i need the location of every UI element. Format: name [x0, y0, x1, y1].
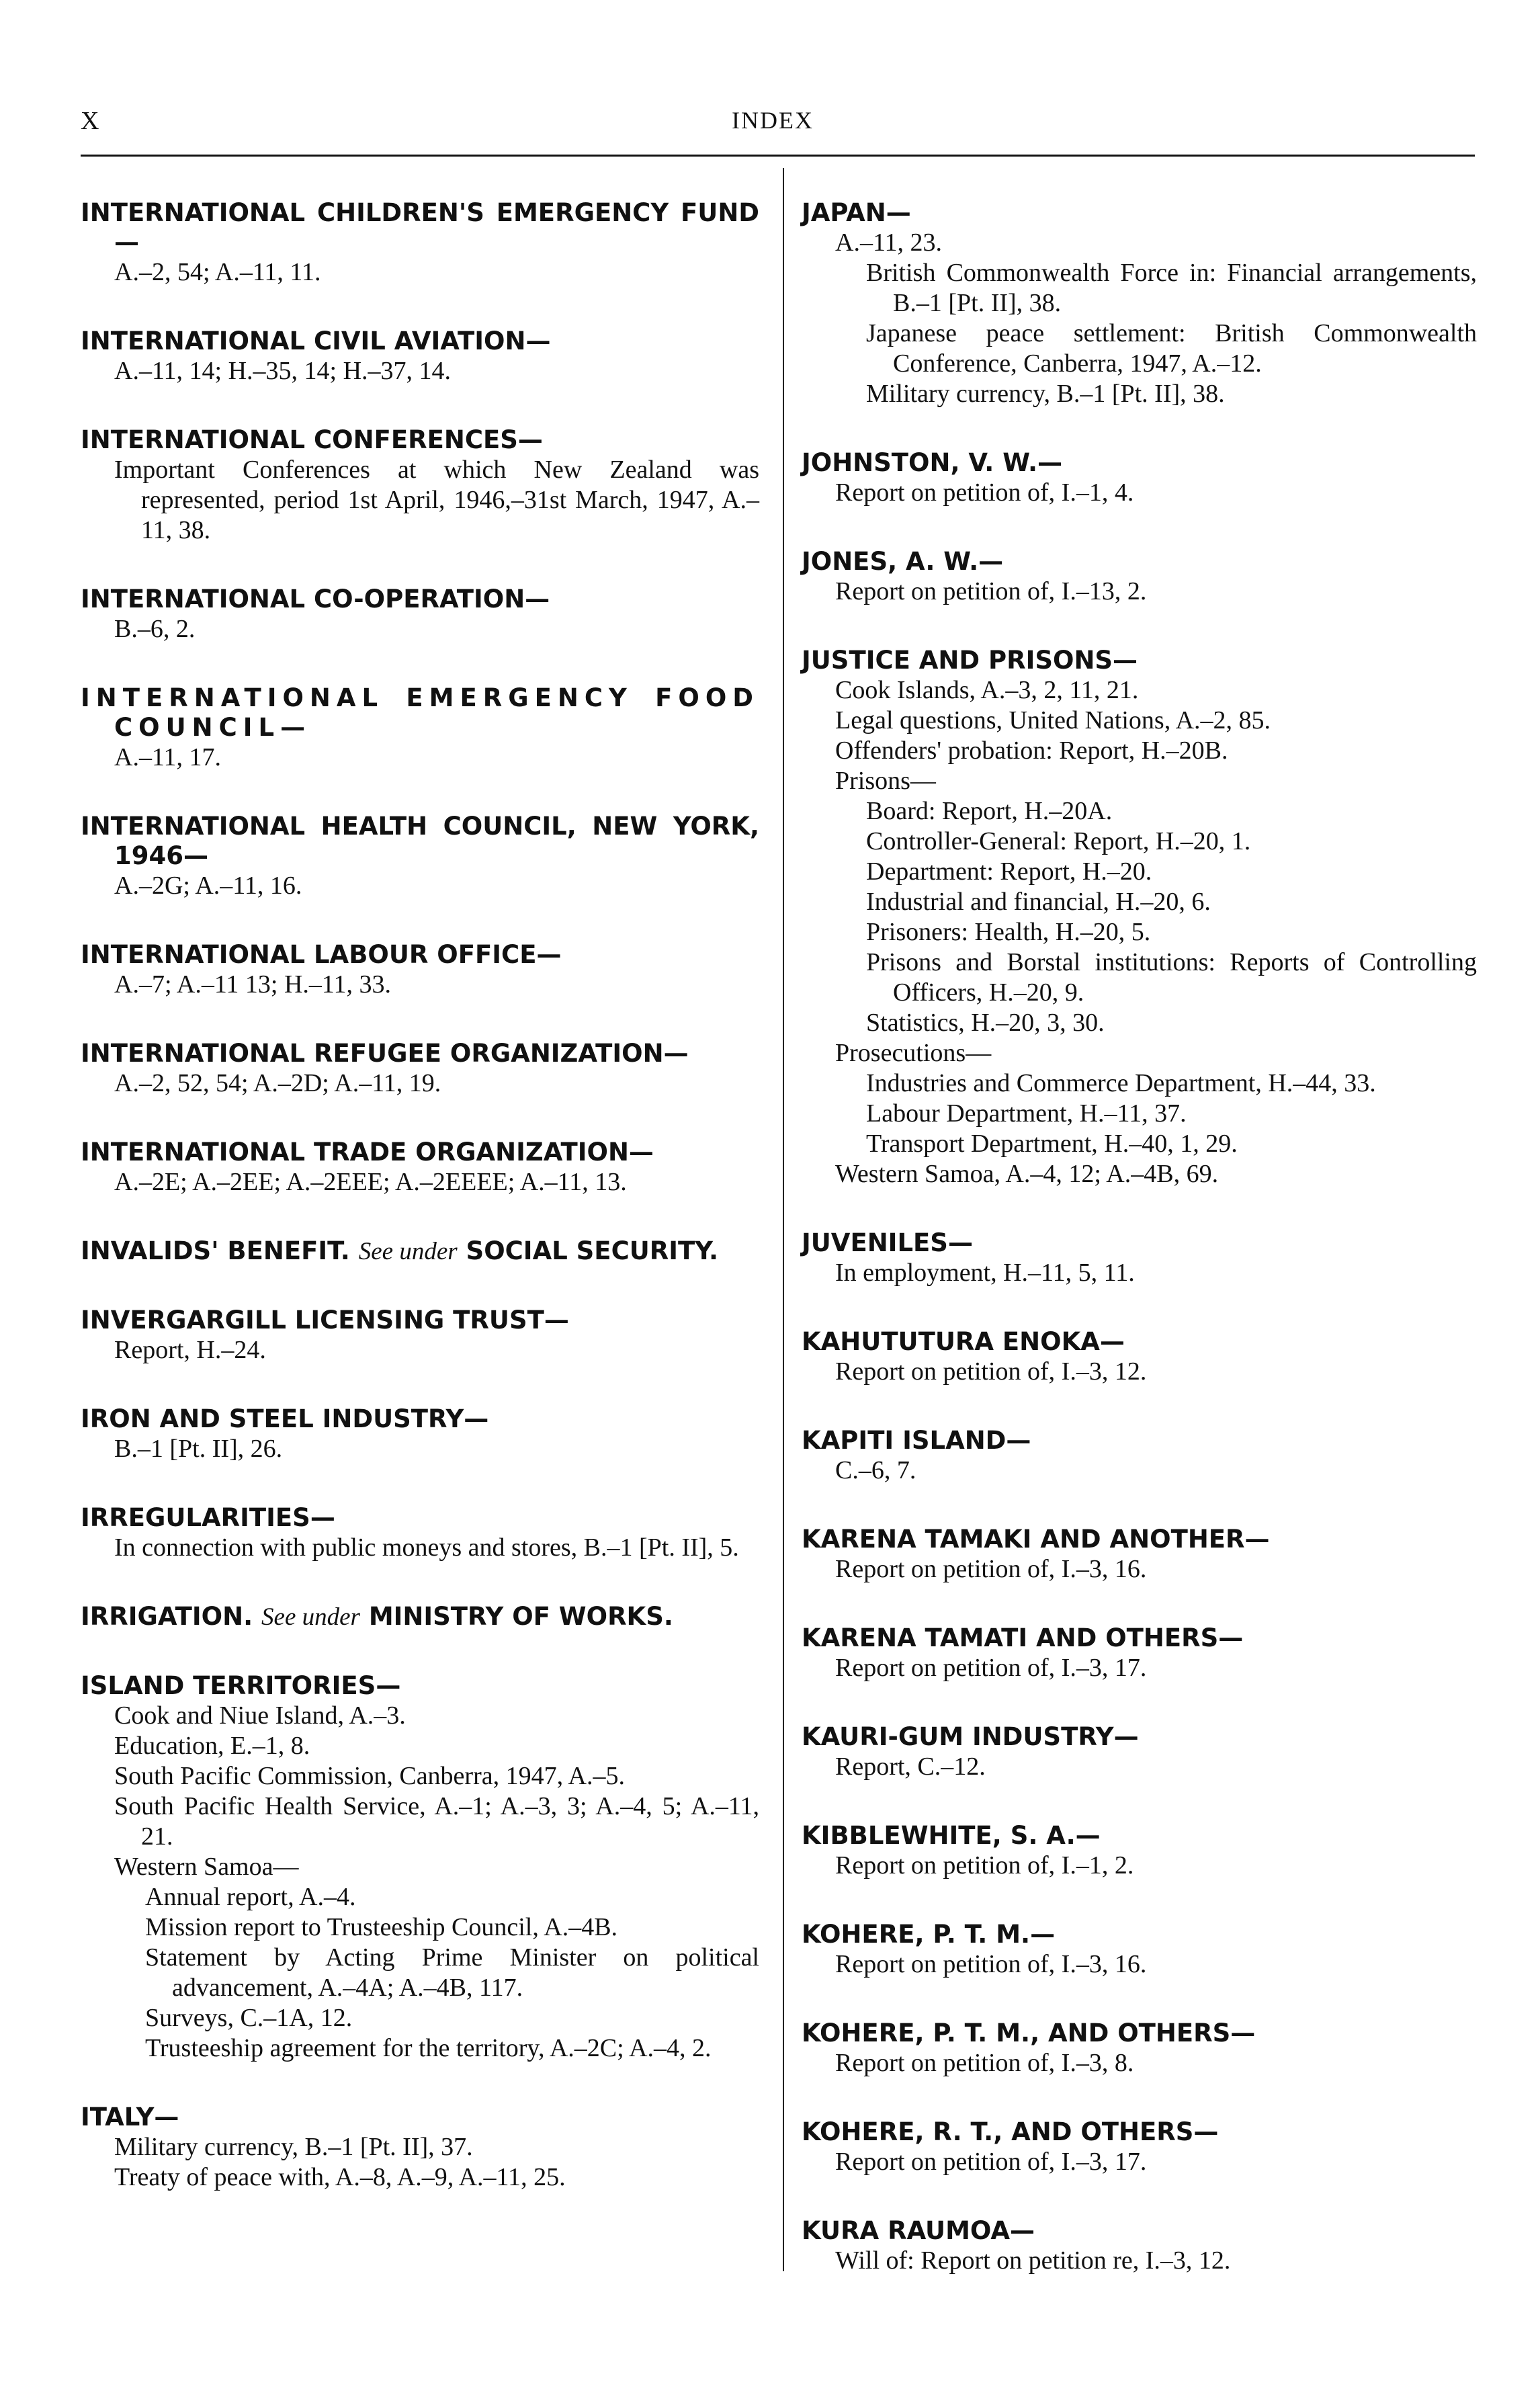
entry-heading: IRREGULARITIES— — [81, 1503, 335, 1532]
entry-line: Cook Islands, A.–3, 2, 11, 21. — [835, 676, 1139, 704]
entry-line: A.–2G; A.–11, 16. — [114, 872, 302, 900]
entry-line: South Pacific Health Service, A.–1; A.–3, 3; A.–4, 5; A.–11, 21. — [114, 1792, 759, 1851]
entry-subline: Board: Report, H.–20A. — [866, 797, 1113, 825]
entry-line: A.–11, 17. — [114, 743, 222, 771]
entry-line: Report on petition of, I.–3, 16. — [835, 1950, 1147, 1978]
index-entry — [802, 2117, 1477, 2177]
entry-subline: Industrial and financial, H.–20, 6. — [866, 888, 1211, 916]
entry-heading: JAPAN— — [802, 198, 911, 227]
left-column — [81, 198, 759, 2232]
entry-subline: Statistics, H.–20, 3, 30. — [866, 1009, 1105, 1037]
entry-heading: KURA RAUMOA— — [802, 2216, 1035, 2245]
index-entry — [81, 1671, 759, 2064]
entry-heading: INTERNATIONAL CHILDREN'S EMERGENCY FUND— — [81, 198, 759, 257]
entry-subline: Trusteeship agreement for the territory, A.–2C; A.–4, 2. — [145, 2034, 712, 2062]
entry-line: Treaty of peace with, A.–8, A.–9, A.–11, 25. — [114, 2163, 566, 2191]
entry-line: Report on petition of, I.–3, 16. — [835, 1555, 1147, 1583]
heading-text: IRRIGATION. — [81, 1602, 253, 1631]
entry-line: Report, H.–24. — [114, 1336, 266, 1364]
entry-heading: INTERNATIONAL TRADE ORGANIZATION— — [81, 1138, 654, 1167]
entry-subline: Annual report, A.–4. — [145, 1883, 356, 1911]
index-entry — [802, 448, 1477, 508]
entry-line: C.–6, 7. — [835, 1456, 916, 1484]
entry-line: Report on petition of, I.–3, 12. — [835, 1357, 1147, 1386]
entry-subline: Mission report to Trusteeship Council, A.–4B. — [145, 1913, 618, 1941]
index-entry — [81, 1602, 759, 1632]
index-entry — [802, 2019, 1477, 2078]
heading-text: INVALIDS' BENEFIT. — [81, 1236, 350, 1265]
entry-subline: Department: Report, H.–20. — [866, 857, 1152, 886]
index-entry — [802, 2216, 1477, 2276]
entry-line: A.–11, 23. — [835, 228, 943, 257]
see-reference: See under — [261, 1603, 360, 1631]
entry-line: Report on petition of, I.–3, 17. — [835, 2148, 1147, 2176]
entry-heading: JUVENILES— — [802, 1228, 973, 1257]
entry-subline: British Commonwealth Force in: Financial arrangements, B.–1 [Pt. II], 38. — [866, 259, 1477, 317]
index-entry — [81, 1404, 759, 1464]
index-entry — [802, 646, 1477, 1189]
entry-line: Western Samoa, A.–4, 12; A.–4B, 69. — [835, 1160, 1219, 1188]
entry-line: A.–7; A.–11 13; H.–11, 33. — [114, 970, 392, 999]
index-entry — [802, 1623, 1477, 1683]
see-reference: See under — [358, 1238, 458, 1265]
entry-subline: Statement by Acting Prime Minister on political advancement, A.–4A; A.–4B, 117. — [145, 1943, 759, 2002]
entry-subline: Controller-General: Report, H.–20, 1. — [866, 827, 1251, 855]
index-entry — [81, 1039, 759, 1099]
header-rule — [81, 155, 1475, 157]
index-entry — [81, 585, 759, 644]
entry-line: Military currency, B.–1 [Pt. II], 37. — [114, 2133, 473, 2161]
entry-line: Report on petition of, I.–1, 2. — [835, 1851, 1134, 1880]
entry-subline: Labour Department, H.–11, 37. — [866, 1099, 1187, 1128]
heading-tail: SOCIAL SECURITY. — [466, 1236, 719, 1265]
index-entry — [802, 1327, 1477, 1387]
entry-line: Report on petition of, I.–13, 2. — [835, 577, 1147, 605]
entry-line: Prisons— — [835, 767, 936, 795]
entry-line: Important Conferences at which New Zealand was represented, period 1st April, 1946,–31st March, 1947, A.–11, 38. — [114, 456, 759, 544]
index-entry — [81, 1236, 759, 1267]
entry-line: Offenders' probation: Report, H.–20B. — [835, 736, 1228, 765]
index-entry — [81, 1306, 759, 1365]
entry-heading: KARENA TAMATI AND OTHERS— — [802, 1623, 1244, 1652]
entry-heading: KAURI-GUM INDUSTRY— — [802, 1722, 1139, 1751]
right-column — [802, 198, 1477, 2315]
page-title: INDEX — [732, 107, 814, 134]
entry-subline: Prisoners: Health, H.–20, 5. — [866, 918, 1151, 946]
entry-heading: INTERNATIONAL EMERGENCY FOOD COUNCIL— — [81, 683, 759, 742]
entry-line: B.–6, 2. — [114, 615, 196, 643]
entry-line: Prosecutions— — [835, 1039, 992, 1067]
index-entry — [802, 1228, 1477, 1288]
entry-heading — [81, 1236, 759, 1267]
entry-line: Report on petition of, I.–1, 4. — [835, 478, 1134, 507]
entry-subline: Industries and Commerce Department, H.–44, 33. — [866, 1069, 1376, 1097]
entry-heading: KOHERE, P. T. M.— — [802, 1920, 1056, 1949]
entry-heading: IRON AND STEEL INDUSTRY— — [81, 1404, 489, 1433]
entry-line: In employment, H.–11, 5, 11. — [835, 1259, 1135, 1287]
index-entry — [802, 1426, 1477, 1486]
entry-heading: ISLAND TERRITORIES— — [81, 1671, 401, 1700]
entry-heading: KARENA TAMAKI AND ANOTHER— — [802, 1525, 1270, 1554]
index-entry — [81, 198, 759, 288]
index-entry — [802, 1821, 1477, 1881]
index-entry — [81, 327, 759, 386]
entry-line: South Pacific Commission, Canberra, 1947, A.–5. — [114, 1762, 625, 1790]
index-entry — [81, 425, 759, 546]
index-entry — [81, 1138, 759, 1197]
index-entry — [81, 2103, 759, 2193]
index-entry — [81, 1503, 759, 1563]
entry-line: Report on petition of, I.–3, 17. — [835, 1654, 1147, 1682]
index-entry — [802, 198, 1477, 409]
entry-line: In connection with public moneys and stores, B.–1 [Pt. II], 5. — [114, 1533, 739, 1562]
entry-heading: JOHNSTON, V. W.— — [802, 448, 1063, 477]
entry-heading: INTERNATIONAL CO-OPERATION— — [81, 585, 550, 614]
index-entry — [802, 1920, 1477, 1980]
index-entry — [81, 940, 759, 1000]
entry-heading: INTERNATIONAL HEALTH COUNCIL, NEW YORK, 1946— — [81, 812, 759, 870]
entry-heading: INTERNATIONAL LABOUR OFFICE— — [81, 940, 562, 969]
entry-heading: JUSTICE AND PRISONS— — [802, 646, 1138, 675]
entry-heading: KAHUTUTURA ENOKA— — [802, 1327, 1125, 1356]
index-entry — [81, 812, 759, 901]
entry-line: B.–1 [Pt. II], 26. — [114, 1435, 283, 1463]
entry-heading: KAPITI ISLAND— — [802, 1426, 1031, 1455]
entry-heading: KOHERE, R. T., AND OTHERS— — [802, 2117, 1219, 2146]
entry-line: Education, E.–1, 8. — [114, 1732, 310, 1760]
index-entry — [802, 1722, 1477, 1782]
entry-line: Legal questions, United Nations, A.–2, 85. — [835, 706, 1271, 734]
entry-subline: Prisons and Borstal institutions: Reports of Controlling Officers, H.–20, 9. — [866, 948, 1477, 1007]
entry-heading: INVERGARGILL LICENSING TRUST— — [81, 1306, 569, 1335]
entry-line: Western Samoa— — [114, 1853, 299, 1881]
entry-subline: Surveys, C.–1A, 12. — [145, 2004, 353, 2032]
column-divider — [783, 168, 784, 2271]
entry-line: A.–2, 52, 54; A.–2D; A.–11, 19. — [114, 1069, 441, 1097]
entry-line: A.–2, 54; A.–11, 11. — [114, 258, 321, 286]
entry-heading: JONES, A. W.— — [802, 547, 1004, 576]
entry-subline: Transport Department, H.–40, 1, 29. — [866, 1130, 1238, 1158]
index-entry — [802, 547, 1477, 607]
heading-tail: MINISTRY OF WORKS. — [368, 1602, 673, 1631]
entry-heading: ITALY— — [81, 2103, 179, 2131]
entry-line: A.–11, 14; H.–35, 14; H.–37, 14. — [114, 357, 452, 385]
entry-line: Will of: Report on petition re, I.–3, 12. — [835, 2246, 1231, 2275]
entry-heading: INTERNATIONAL REFUGEE ORGANIZATION— — [81, 1039, 689, 1068]
entry-heading: KIBBLEWHITE, S. A.— — [802, 1821, 1101, 1850]
entry-subline: Japanese peace settlement: British Commonwealth Conference, Canberra, 1947, A.–12. — [866, 319, 1477, 378]
index-entry — [802, 1525, 1477, 1585]
page-number: X — [81, 107, 99, 135]
entry-heading: INTERNATIONAL CIVIL AVIATION— — [81, 327, 551, 355]
entry-line: Cook and Niue Island, A.–3. — [114, 1701, 406, 1730]
entry-line: A.–2E; A.–2EE; A.–2EEE; A.–2EEEE; A.–11, 13. — [114, 1168, 627, 1196]
entry-heading: INTERNATIONAL CONFERENCES— — [81, 425, 543, 454]
page-header — [81, 106, 1465, 146]
entry-heading: KOHERE, P. T. M., AND OTHERS— — [802, 2019, 1256, 2047]
index-entry — [81, 683, 759, 773]
entry-heading — [81, 1602, 759, 1632]
entry-subline: Military currency, B.–1 [Pt. II], 38. — [866, 380, 1225, 408]
entry-line: Report on petition of, I.–3, 8. — [835, 2049, 1134, 2077]
entry-line: Report, C.–12. — [835, 1753, 986, 1781]
